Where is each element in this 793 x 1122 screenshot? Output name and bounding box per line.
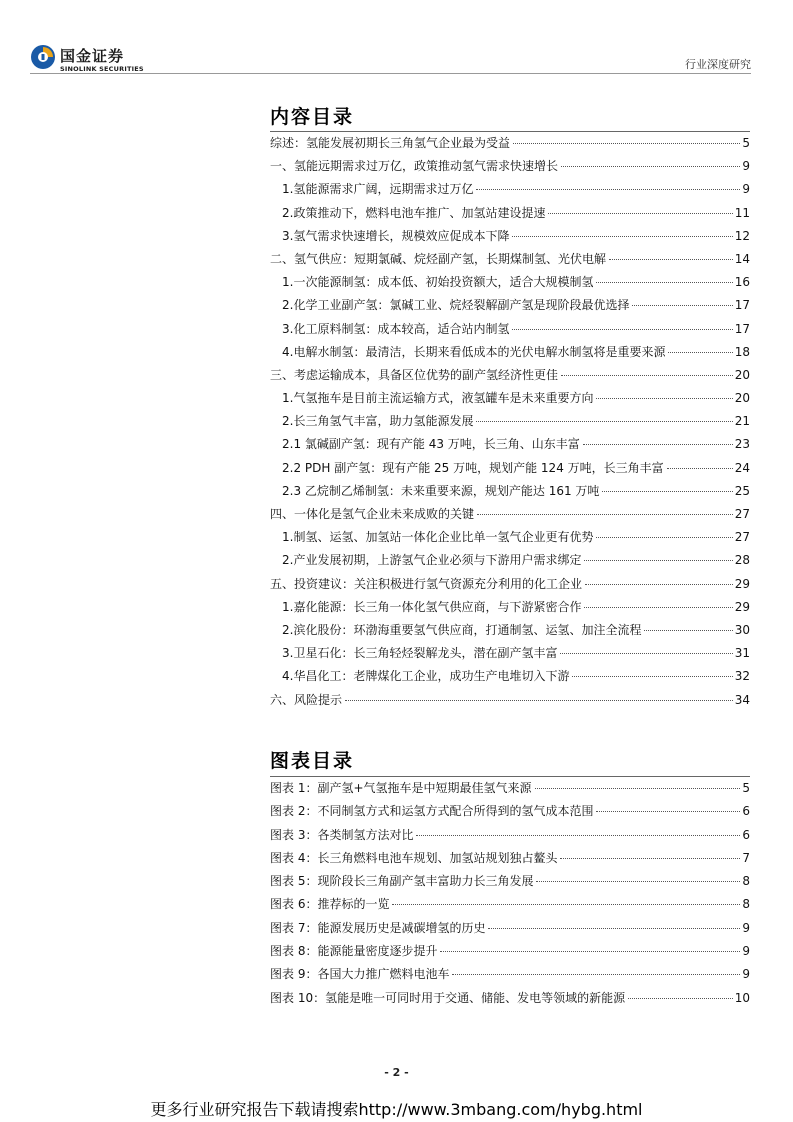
toc-entry-page: 21 (734, 414, 750, 429)
dot-leader (392, 904, 740, 905)
toc-entry-page: 17 (734, 298, 750, 313)
dot-leader (596, 537, 732, 538)
figures-title: 图表目录 (270, 750, 355, 772)
dot-leader (476, 189, 740, 190)
toc-entry-title: 2.2 PDH 副产氢：现有产能 25 万吨，规划产能 124 万吨，长三角丰富 (282, 460, 664, 475)
dot-leader (560, 653, 732, 654)
toc-entry[interactable] (270, 132, 750, 155)
toc-entry-title: 五、投资建议：关注积极进行氢气资源充分利用的化工企业 (270, 576, 583, 591)
dot-leader (602, 491, 732, 492)
figure-entry[interactable] (270, 917, 750, 940)
toc-entry[interactable] (270, 410, 750, 433)
toc-entry-page: 30 (734, 622, 750, 637)
figure-entry-page: 5 (742, 781, 750, 795)
toc-entry[interactable] (270, 526, 750, 549)
toc-entry[interactable] (270, 364, 750, 387)
toc-entry-page: 17 (734, 321, 750, 336)
toc-entry[interactable] (270, 573, 750, 596)
toc-entry-page: 29 (734, 599, 750, 614)
toc-entry-page: 14 (734, 251, 750, 266)
toc-entry-page: 16 (734, 275, 750, 290)
dot-leader (488, 928, 740, 929)
dot-leader (628, 998, 733, 999)
toc-entry-page: 29 (734, 576, 750, 591)
figure-entry[interactable] (270, 987, 750, 1010)
figure-entry-title: 图表 9：各国大力推广燃料电池车 (270, 967, 450, 982)
toc-entry-title: 2.1 氯碱副产氢：现有产能 43 万吨，长三角、山东丰富 (282, 437, 580, 452)
toc-entry-title: 2.3 乙烷制乙烯制氢：未来重要来源，规划产能达 161 万吨 (282, 483, 600, 498)
toc-entry[interactable] (270, 642, 750, 665)
company-logo (30, 44, 180, 74)
toc-entry[interactable] (270, 689, 750, 712)
report-category: 行业深度研究 (685, 58, 751, 71)
toc-entry-title: 2.长三角氢气丰富，助力氢能源发展 (282, 414, 474, 429)
dot-leader (536, 881, 740, 882)
figure-entry-title: 图表 10：氢能是唯一可同时用于交通、储能、发电等领域的新能源 (270, 990, 626, 1005)
dot-leader (596, 398, 732, 399)
toc-entry-title: 2.产业发展初期，上游氢气企业必须与下游用户需求绑定 (282, 553, 582, 568)
toc-entry[interactable] (270, 665, 750, 688)
figure-entry-title: 图表 8：能源能量密度逐步提升 (270, 944, 438, 959)
toc-entry[interactable] (270, 155, 750, 178)
dot-leader (561, 166, 740, 167)
toc-entry-title: 六、风险提示 (270, 692, 343, 707)
logo-chinese-name: 国金证券 (60, 47, 125, 65)
toc-entry-title: 四、一体化是氢气企业未来成败的关键 (270, 507, 475, 521)
toc-entry-title: 2.政策推动下，燃料电池车推广、加氢站建设提速 (282, 205, 546, 220)
sinolink-logo-icon (30, 44, 56, 70)
page-header (0, 0, 793, 80)
figure-entry[interactable] (270, 800, 750, 823)
toc-entry-title: 综述：氢能发展初期长三角氢气企业最为受益 (270, 136, 511, 150)
dot-leader (584, 560, 732, 561)
toc-entry[interactable] (270, 271, 750, 294)
figure-entry[interactable] (270, 870, 750, 893)
toc-entry-page: 25 (734, 483, 750, 498)
toc-entry-page: 20 (734, 367, 750, 382)
dot-leader (548, 213, 732, 214)
toc-entry[interactable] (270, 248, 750, 271)
dot-leader (416, 835, 740, 836)
toc-entry-title: 1.制氢、运氢、加氢站一体化企业比单一氢气企业更有优势 (282, 530, 594, 545)
dot-leader (644, 630, 732, 631)
toc-entry[interactable] (270, 457, 750, 480)
figure-entry-title: 图表 6：推荐标的一览 (270, 897, 390, 912)
dot-leader (572, 676, 732, 677)
figure-entry-page: 7 (742, 850, 750, 865)
dot-leader (345, 700, 733, 701)
toc-entry[interactable] (270, 596, 750, 619)
toc-entry[interactable] (270, 480, 750, 503)
figure-entry-title: 图表 5：现阶段长三角副产氢丰富助力长三角发展 (270, 874, 534, 889)
figure-entry-title: 图表 1：副产氢+气氢拖车是中短期最佳氢气来源 (270, 781, 532, 795)
toc-entry-title: 1.嘉化能源：长三角一体化氢气供应商，与下游紧密合作 (282, 599, 582, 614)
figure-entry-title: 图表 3：各类制氢方法对比 (270, 827, 414, 842)
dot-leader (512, 236, 732, 237)
figure-entry-page: 9 (742, 967, 750, 982)
figure-entry[interactable] (270, 777, 750, 800)
toc-entry[interactable] (270, 178, 750, 201)
figure-entry[interactable] (270, 824, 750, 847)
figure-entry[interactable] (270, 963, 750, 986)
figure-entry-page: 9 (742, 920, 750, 935)
figure-entry[interactable] (270, 847, 750, 870)
toc-entry-title: 2.化学工业副产氢：氯碱工业、烷烃裂解副产氢是现阶段最优选择 (282, 298, 630, 313)
toc-entry-title: 3.卫星石化：长三角轻烃裂解龙头，潜在副产氢丰富 (282, 646, 558, 661)
toc-entry-title: 三、考虑运输成本，具备区位优势的副产氢经济性更佳 (270, 367, 559, 382)
toc-entry-page: 9 (742, 159, 750, 174)
dot-leader (667, 468, 733, 469)
dot-leader (561, 375, 733, 376)
toc-entry-title: 2.滨化股份：环渤海重要氢气供应商，打通制氢、运氢、加注全流程 (282, 622, 642, 637)
figure-entry-page: 10 (734, 990, 750, 1005)
toc-entry[interactable] (270, 549, 750, 572)
figure-entry-title: 图表 2：不同制氢方式和运氢方式配合所得到的氢气成本范围 (270, 804, 594, 819)
figure-entry-page: 6 (742, 827, 750, 842)
dot-leader (668, 352, 732, 353)
toc-entry[interactable] (270, 503, 750, 526)
toc-entry-title: 1.一次能源制氢：成本低、初始投资额大，适合大规模制氢 (282, 275, 594, 290)
figure-entry-page: 8 (742, 897, 750, 912)
logo-english-name: SINOLINK SECURITIES (60, 65, 144, 73)
toc-entry[interactable] (270, 294, 750, 317)
toc-entry[interactable] (270, 318, 750, 341)
toc-entry-page: 27 (734, 530, 750, 545)
toc-entry-page: 9 (742, 182, 750, 197)
dot-leader (476, 421, 732, 422)
toc-entry-page: 12 (734, 228, 750, 243)
dot-leader (535, 788, 741, 789)
dot-leader (560, 858, 740, 859)
figure-entry[interactable] (270, 940, 750, 963)
toc-entry[interactable] (270, 619, 750, 642)
toc-entry[interactable] (270, 341, 750, 364)
dot-leader (477, 514, 733, 515)
toc-entry-page: 31 (734, 646, 750, 661)
dot-leader (632, 305, 732, 306)
page-number: - 2 - (384, 1066, 409, 1079)
toc-entry-page: 18 (734, 344, 750, 359)
figure-entry[interactable] (270, 893, 750, 916)
dot-leader (583, 444, 733, 445)
toc-entry[interactable] (270, 202, 750, 225)
toc-entry-title: 一、氢能远期需求过万亿，政策推动氢气需求快速增长 (270, 159, 559, 174)
figure-entry-title: 图表 4：长三角燃料电池车规划、加氢站规划独占鳌头 (270, 850, 558, 865)
dot-leader (584, 607, 732, 608)
figure-entry-page: 8 (742, 874, 750, 889)
toc-entry-page: 34 (734, 692, 750, 707)
toc-entry-title: 3.化工原料制氢：成本较高，适合站内制氢 (282, 321, 510, 336)
toc-entry-page: 28 (734, 553, 750, 568)
table-of-contents (270, 132, 750, 712)
toc-entry-page: 5 (742, 136, 750, 150)
dot-leader (513, 143, 740, 144)
dot-leader (585, 584, 733, 585)
toc-entry[interactable] (270, 433, 750, 456)
figure-entry-title: 图表 7：能源发展历史是减碳增氢的历史 (270, 920, 486, 935)
toc-entry-title: 1.气氢拖车是目前主流运输方式，液氢罐车是未来重要方向 (282, 391, 594, 406)
toc-entry-title: 4.华昌化工：老牌煤化工企业，成功生产电堆切入下游 (282, 669, 570, 684)
toc-entry-title: 4.电解水制氢：最清洁，长期来看低成本的光伏电解水制氢将是重要来源 (282, 344, 666, 359)
toc-entry-page: 20 (734, 391, 750, 406)
toc-entry-page: 24 (734, 460, 750, 475)
dot-leader (452, 974, 740, 975)
toc-entry-page: 11 (734, 205, 750, 220)
header-divider (30, 73, 751, 74)
toc-entry-page: 23 (734, 437, 750, 452)
toc-entry[interactable] (270, 225, 750, 248)
figure-entry-page: 6 (742, 804, 750, 819)
toc-title: 内容目录 (270, 106, 355, 128)
dot-leader (596, 282, 732, 283)
figure-list (270, 777, 750, 1010)
footer-download-note: 更多行业研究报告下载请搜索http://www.3mbang.com/hybg.html (150, 1100, 643, 1119)
dot-leader (596, 811, 740, 812)
figure-entry-page: 9 (742, 944, 750, 959)
toc-entry-title: 3.氢气需求快速增长，规模效应促成本下降 (282, 228, 510, 243)
dot-leader (609, 259, 733, 260)
dot-leader (440, 951, 740, 952)
toc-entry-page: 32 (734, 669, 750, 684)
toc-entry-title: 1.氢能源需求广阔，远期需求过万亿 (282, 182, 474, 197)
toc-entry-title: 二、氢气供应：短期氯碱、烷烃副产氢，长期煤制氢、光伏电解 (270, 251, 607, 266)
toc-entry-page: 27 (734, 507, 750, 521)
toc-entry[interactable] (270, 387, 750, 410)
dot-leader (512, 329, 732, 330)
